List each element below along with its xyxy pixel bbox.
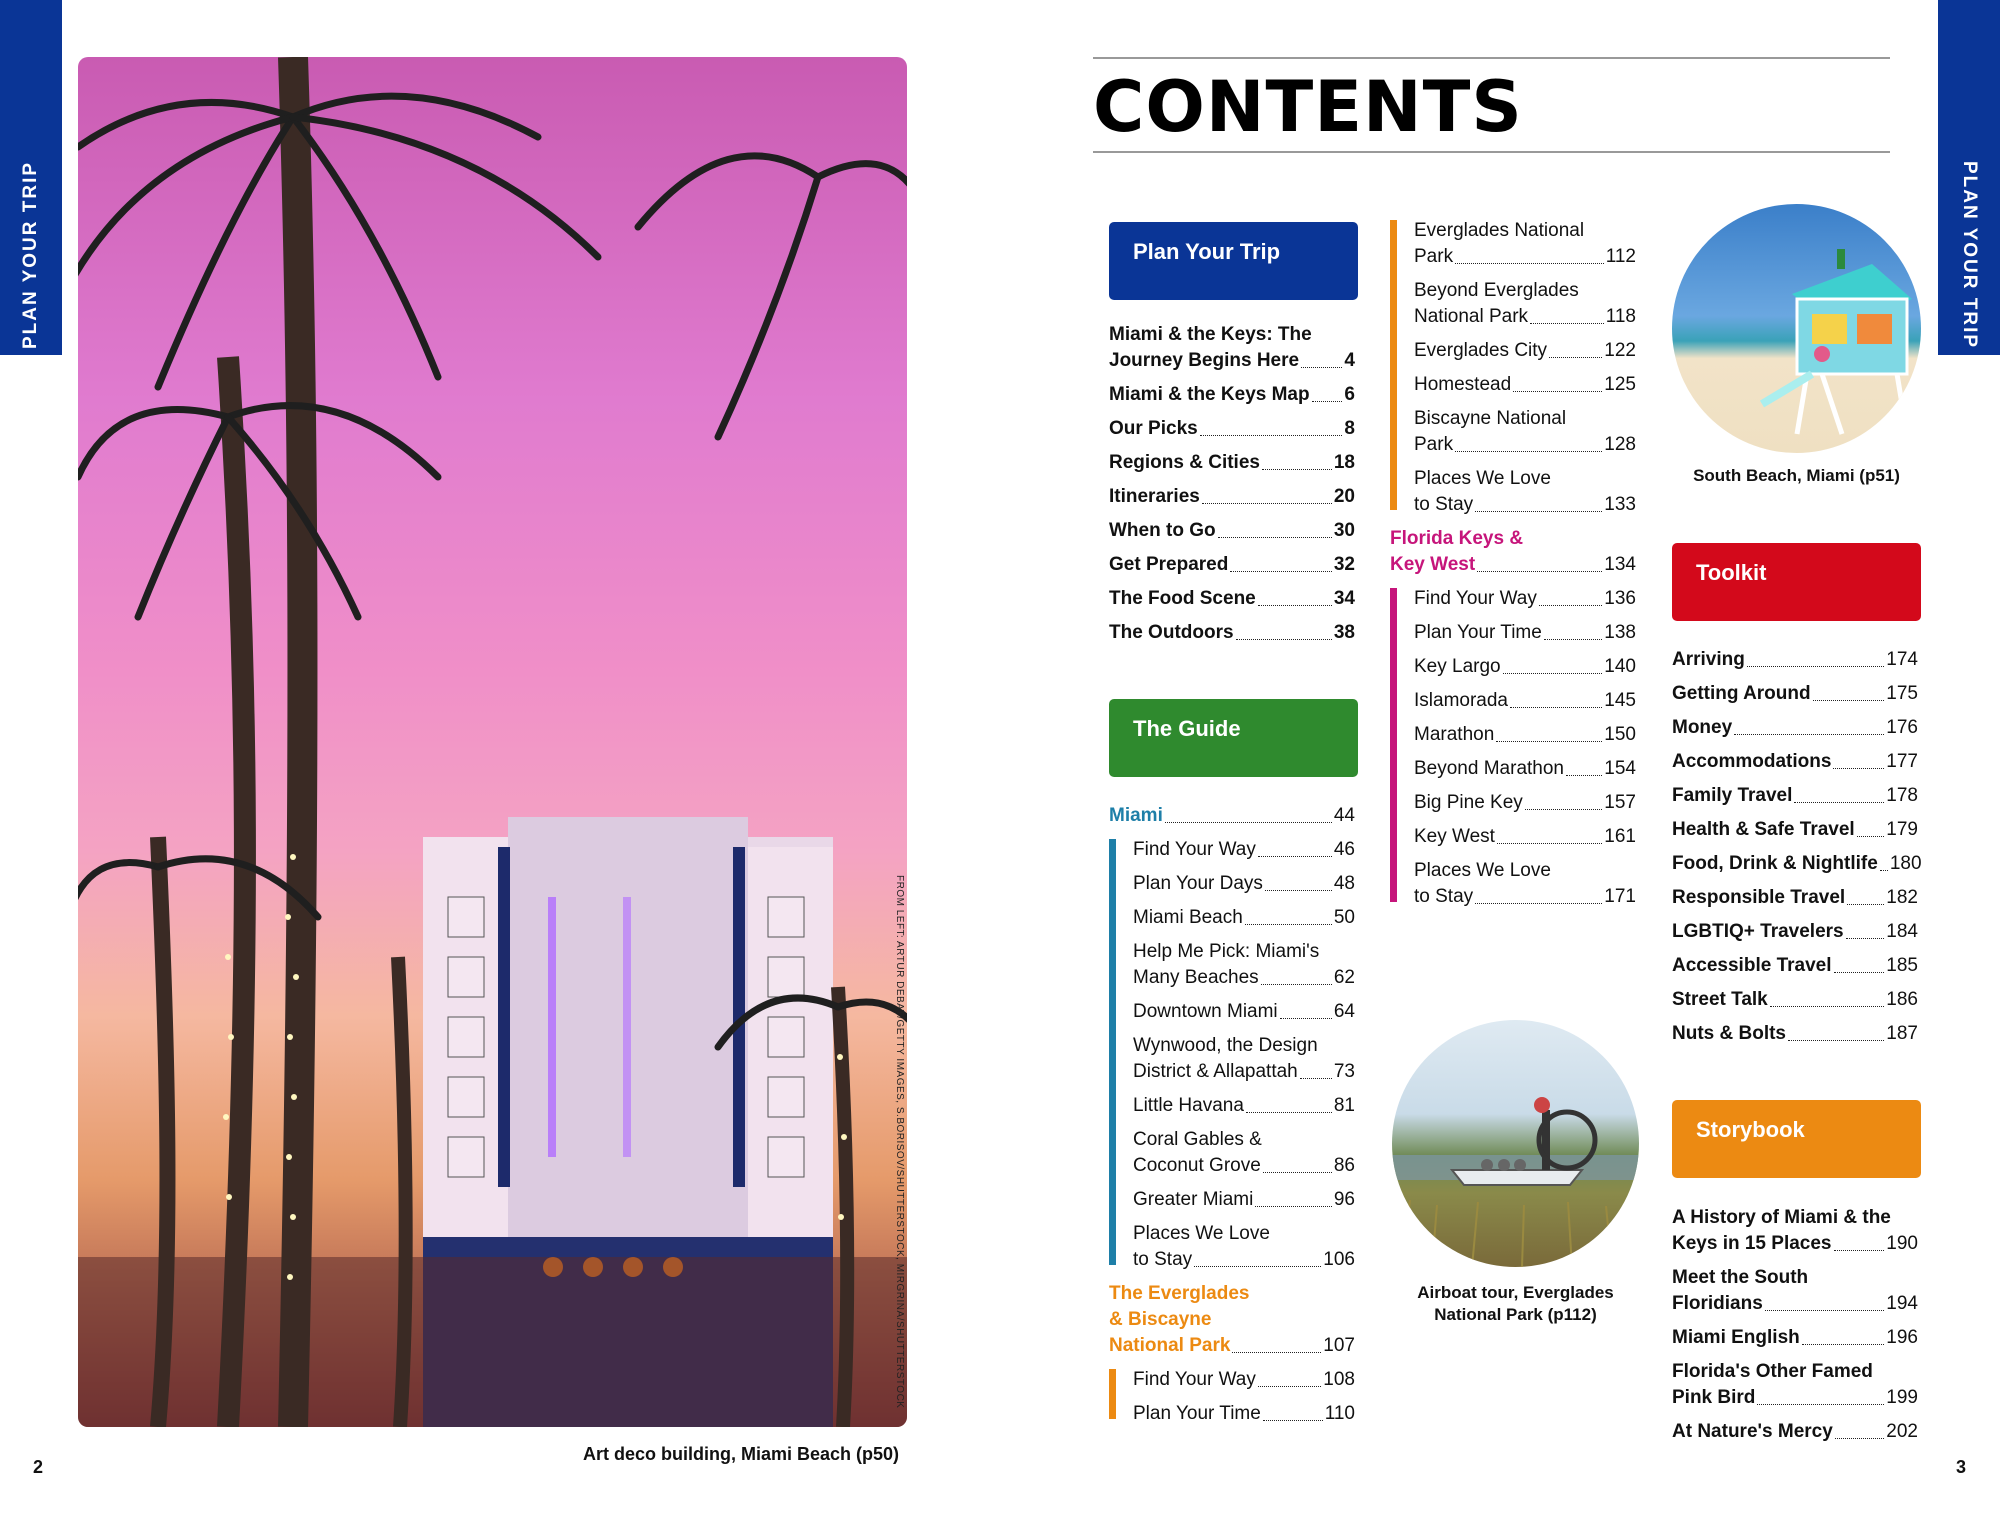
section-tab-left (0, 0, 62, 355)
everglades-color-bar (1109, 1369, 1116, 1419)
page-number-left: 2 (33, 1457, 44, 1477)
toc-entry[interactable]: Florida's Other Famed Pink Bird 199 (1672, 1361, 1918, 1408)
toc-entry[interactable]: At Nature's Mercy 202 (1672, 1421, 1918, 1442)
airboat-photo (1392, 1020, 1639, 1267)
everglades-color-bar (1390, 220, 1397, 510)
toc-entry[interactable]: Downtown Miami 64 (1133, 1001, 1355, 1022)
toc-heading-miami[interactable]: Miami 44 (1109, 805, 1355, 826)
toc-entry[interactable]: Beyond Marathon 154 (1414, 758, 1636, 779)
toc-entry[interactable]: Accessible Travel 185 (1672, 955, 1918, 976)
keys-color-bar (1390, 588, 1397, 902)
section-tab-label: PLAN YOUR TRIP (1959, 160, 1980, 350)
toc-entry[interactable]: The Food Scene 34 (1109, 588, 1355, 609)
toc-entry[interactable]: Responsible Travel 182 (1672, 887, 1918, 908)
art-deco-photo (78, 57, 907, 1427)
toc-entry[interactable]: Everglades National Park 112 (1414, 220, 1636, 267)
toc-entry[interactable]: Places We Love to Stay 171 (1414, 860, 1636, 907)
page-number-right: 3 (1956, 1457, 1967, 1477)
toc-entry[interactable]: Miami & the Keys Map 6 (1109, 384, 1355, 405)
toc-entry[interactable]: Money 176 (1672, 717, 1918, 738)
lifeguard-tower-photo (1672, 204, 1921, 453)
toc-entry[interactable]: Arriving 174 (1672, 649, 1918, 670)
toolkit-list (1672, 647, 1922, 1055)
toc-entry[interactable]: Beyond Everglades National Park 118 (1414, 280, 1636, 327)
everglades-group-part1 (1109, 1367, 1355, 1427)
toc-entry[interactable]: Plan Your Time 138 (1414, 622, 1636, 643)
toc-entry[interactable]: Accommodations 177 (1672, 751, 1918, 772)
title-rule (1093, 151, 1890, 153)
toc-entry[interactable]: Homestead 125 (1414, 374, 1636, 395)
toc-entry[interactable]: Big Pine Key 157 (1414, 792, 1636, 813)
section-the-guide[interactable]: The Guide (1109, 699, 1358, 777)
toc-entry[interactable]: Family Travel 178 (1672, 785, 1918, 806)
toc-entry[interactable]: Itineraries 20 (1109, 486, 1355, 507)
toc-entry[interactable]: Everglades City 122 (1414, 340, 1636, 361)
toc-entry[interactable]: Little Havana 81 (1133, 1095, 1355, 1116)
toc-entry[interactable]: Miami Beach 50 (1133, 907, 1355, 928)
toc-entry[interactable]: Key West 161 (1414, 826, 1636, 847)
airboat-caption: Airboat tour, Everglades National Park (p112) (1417, 1283, 1614, 1324)
toc-entry[interactable]: Street Talk 186 (1672, 989, 1918, 1010)
toc-entry[interactable]: Miami English 196 (1672, 1327, 1918, 1348)
storybook-list (1672, 1205, 1918, 1453)
toc-entry[interactable]: A History of Miami & the Keys in 15 Places 190 (1672, 1207, 1918, 1254)
toc-entry[interactable]: When to Go 30 (1109, 520, 1355, 541)
photo-caption: Art deco building, Miami Beach (p50) (583, 1444, 900, 1464)
toc-entry[interactable]: Places We Love to Stay 106 (1133, 1223, 1355, 1270)
everglades-group-part2 (1390, 218, 1636, 518)
beach-caption: South Beach, Miami (p51) (1693, 466, 1900, 485)
toc-entry[interactable]: Find Your Way 108 (1133, 1369, 1355, 1390)
keys-group (1390, 586, 1636, 910)
toc-entry[interactable]: Nuts & Bolts 187 (1672, 1023, 1918, 1044)
toc-entry[interactable]: Find Your Way 136 (1414, 588, 1636, 609)
miami-group (1109, 837, 1355, 1273)
toc-entry[interactable]: LGBTIQ+ Travelers 184 (1672, 921, 1918, 942)
toc-heading-everglades[interactable]: The Everglades & Biscayne National Park 107 (1109, 1283, 1355, 1356)
toc-entry[interactable]: Key Largo 140 (1414, 656, 1636, 677)
page-title: CONTENTS (1093, 66, 1523, 148)
toc-entry[interactable]: Biscayne National Park 128 (1414, 408, 1636, 455)
toc-entry[interactable]: Our Picks 8 (1109, 418, 1355, 439)
toc-entry[interactable]: Wynwood, the Design District & Allapattah 73 (1133, 1035, 1355, 1082)
toc-entry[interactable]: Find Your Way 46 (1133, 839, 1355, 860)
miami-color-bar (1109, 839, 1116, 1265)
toc-entry[interactable]: Food, Drink & Nightlife 180 (1672, 853, 1922, 874)
toc-entry[interactable]: Places We Love to Stay 133 (1414, 468, 1636, 515)
toc-entry[interactable]: The Outdoors 38 (1109, 622, 1355, 643)
toc-entry[interactable]: Regions & Cities 18 (1109, 452, 1355, 473)
toc-entry[interactable]: Miami & the Keys: The Journey Begins Here 4 (1109, 324, 1355, 371)
section-tab-label: PLAN YOUR TRIP (20, 160, 41, 350)
toc-entry[interactable]: Meet the South Floridians 194 (1672, 1267, 1918, 1314)
everglades-keys-list (1390, 218, 1636, 918)
section-tab-right (1938, 0, 2000, 355)
section-plan-your-trip[interactable]: Plan Your Trip (1109, 222, 1358, 300)
toc-entry[interactable]: Get Prepared 32 (1109, 554, 1355, 575)
toc-entry[interactable]: Health & Safe Travel 179 (1672, 819, 1918, 840)
toc-heading-keys[interactable]: Florida Keys & Key West 134 (1390, 528, 1636, 575)
toc-entry[interactable]: Greater Miami 96 (1133, 1189, 1355, 1210)
section-toolkit[interactable]: Toolkit (1672, 543, 1921, 621)
toc-entry[interactable]: Marathon 150 (1414, 724, 1636, 745)
toc-entry[interactable]: Getting Around 175 (1672, 683, 1918, 704)
toc-entry[interactable]: Islamorada 145 (1414, 690, 1636, 711)
toc-entry[interactable]: Coral Gables & Coconut Grove 86 (1133, 1129, 1355, 1176)
miami-list (1109, 803, 1355, 1435)
photo-credit: FROM LEFT: ARTUR DEBAT/GETTY IMAGES, S.BORISOV/SHUTTERSTOCK, MIRGRINA/SHUTTERSTOCK (894, 875, 905, 1409)
toc-entry[interactable]: Plan Your Days 48 (1133, 873, 1355, 894)
top-rule (1093, 57, 1890, 59)
section-storybook[interactable]: Storybook (1672, 1100, 1921, 1178)
plan-list (1109, 322, 1355, 654)
toc-entry[interactable]: Help Me Pick: Miami's Many Beaches 62 (1133, 941, 1355, 988)
toc-entry[interactable]: Plan Your Time 110 (1133, 1403, 1355, 1424)
